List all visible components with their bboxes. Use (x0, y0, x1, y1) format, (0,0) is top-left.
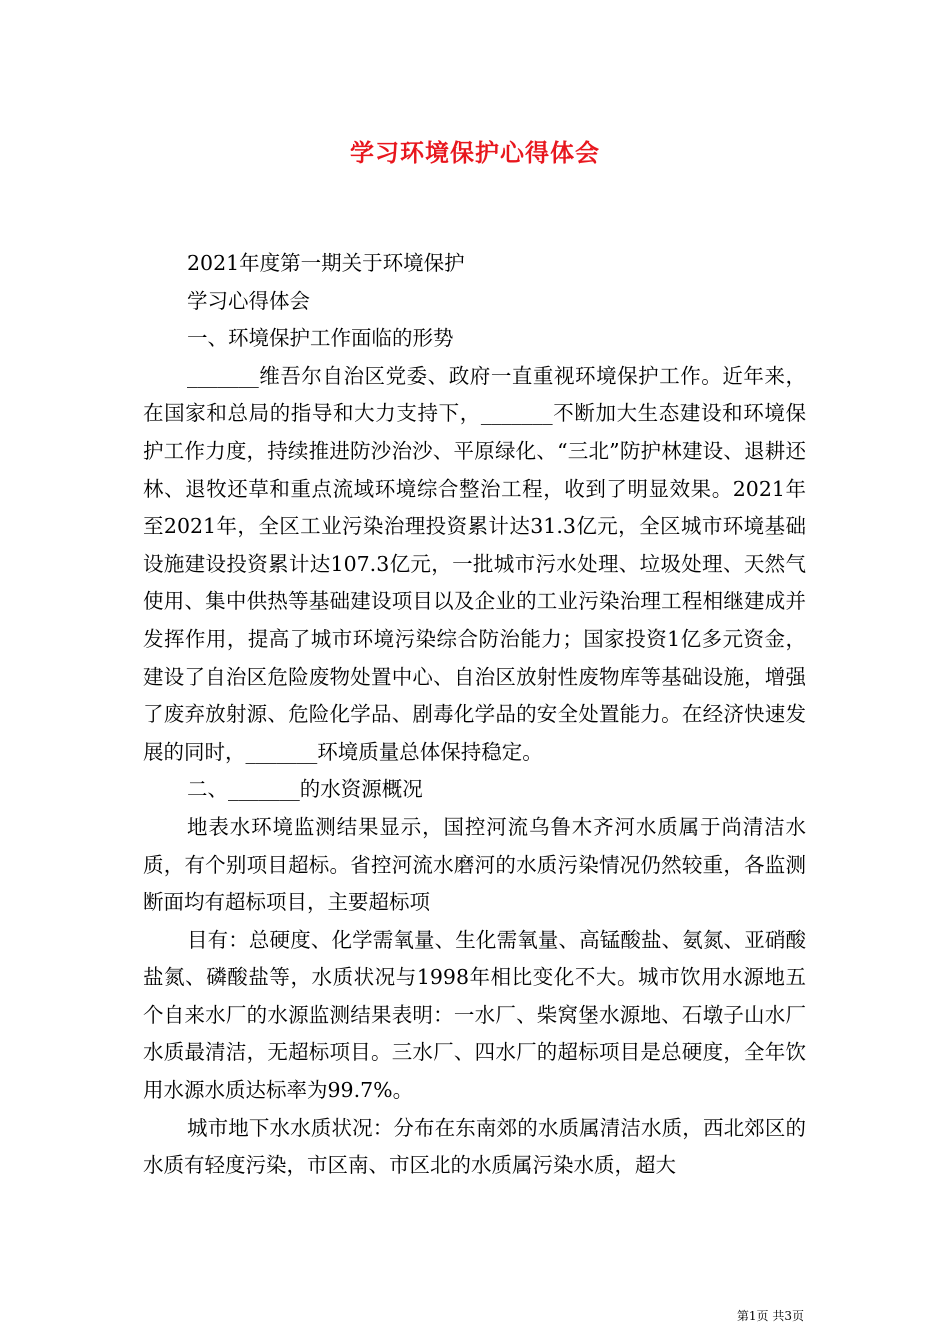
paragraph: 2021年度第一期关于环境保护 (187, 251, 465, 275)
paragraph: 目有：总硬度、化学需氧量、生化需氧量、高锰酸盐、氨氮、亚硝酸盐氮、磷酸盐等，水质状况与1998年相比变化不大。城市饮用水源地五个自来水厂的水源监测结果表明：一水厂、柴窝堡水源地、石墩子山水厂水质最清洁，无超标项目。三水厂、四水厂的超标项目是总硬度，全年饮用水源水质达标率为99.7%。 (143, 927, 806, 1103)
document-title: 学习环境保护心得体会 (350, 138, 600, 167)
paragraph: _______维吾尔自治区党委、政府一直重视环境保护工作。近年来，在国家和总局的指导和大力支持下，_______不断加大生态建设和环境保护工作力度，持续推进防沙治沙、平原绿化、“三北”防护林建设、退耕还林、退牧还草和重点流域环境综合整治工程，收到了明显效果。2021年至2021年，全区工业污染治理投资累计达31.3亿元，全区城市环境基础设施建设投资累计达107.3亿元，一批城市污水处理、垃圾处理、天然气使用、集中供热等基础建设项目以及企业的工业污染治理工程相继建成并发挥作用，提高了城市环境污染综合防治能力；国家投资1亿多元资金，建设了自治区危险废物处置中心、自治区放射性废物库等基础设施，增强了废弃放射源、危险化学品、剧毒化学品的安全处置能力。在经济快速发展的同时，_______环境质量总体保持稳定。 (143, 363, 806, 764)
document-body (143, 245, 806, 1185)
paragraph: 地表水环境监测结果显示，国控河流乌鲁木齐河水质属于尚清洁水质，有个别项目超标。省控河流水磨河的水质污染情况仍然较重，各监测断面均有超标项目，主要超标项 (143, 814, 806, 915)
section-heading: 二、_______的水资源概况 (187, 777, 423, 802)
paragraph: 城市地下水水质状况：分布在东南郊的水质属清洁水质，西北郊区的水质有轻度污染，市区南、市区北的水质属污染水质，超大 (143, 1115, 806, 1178)
section-heading: 一、环境保护工作面临的形势 (187, 326, 454, 351)
paragraph: 学习心得体会 (187, 288, 310, 313)
page-number-footer: 第1页 共3页 (736, 1309, 804, 1323)
